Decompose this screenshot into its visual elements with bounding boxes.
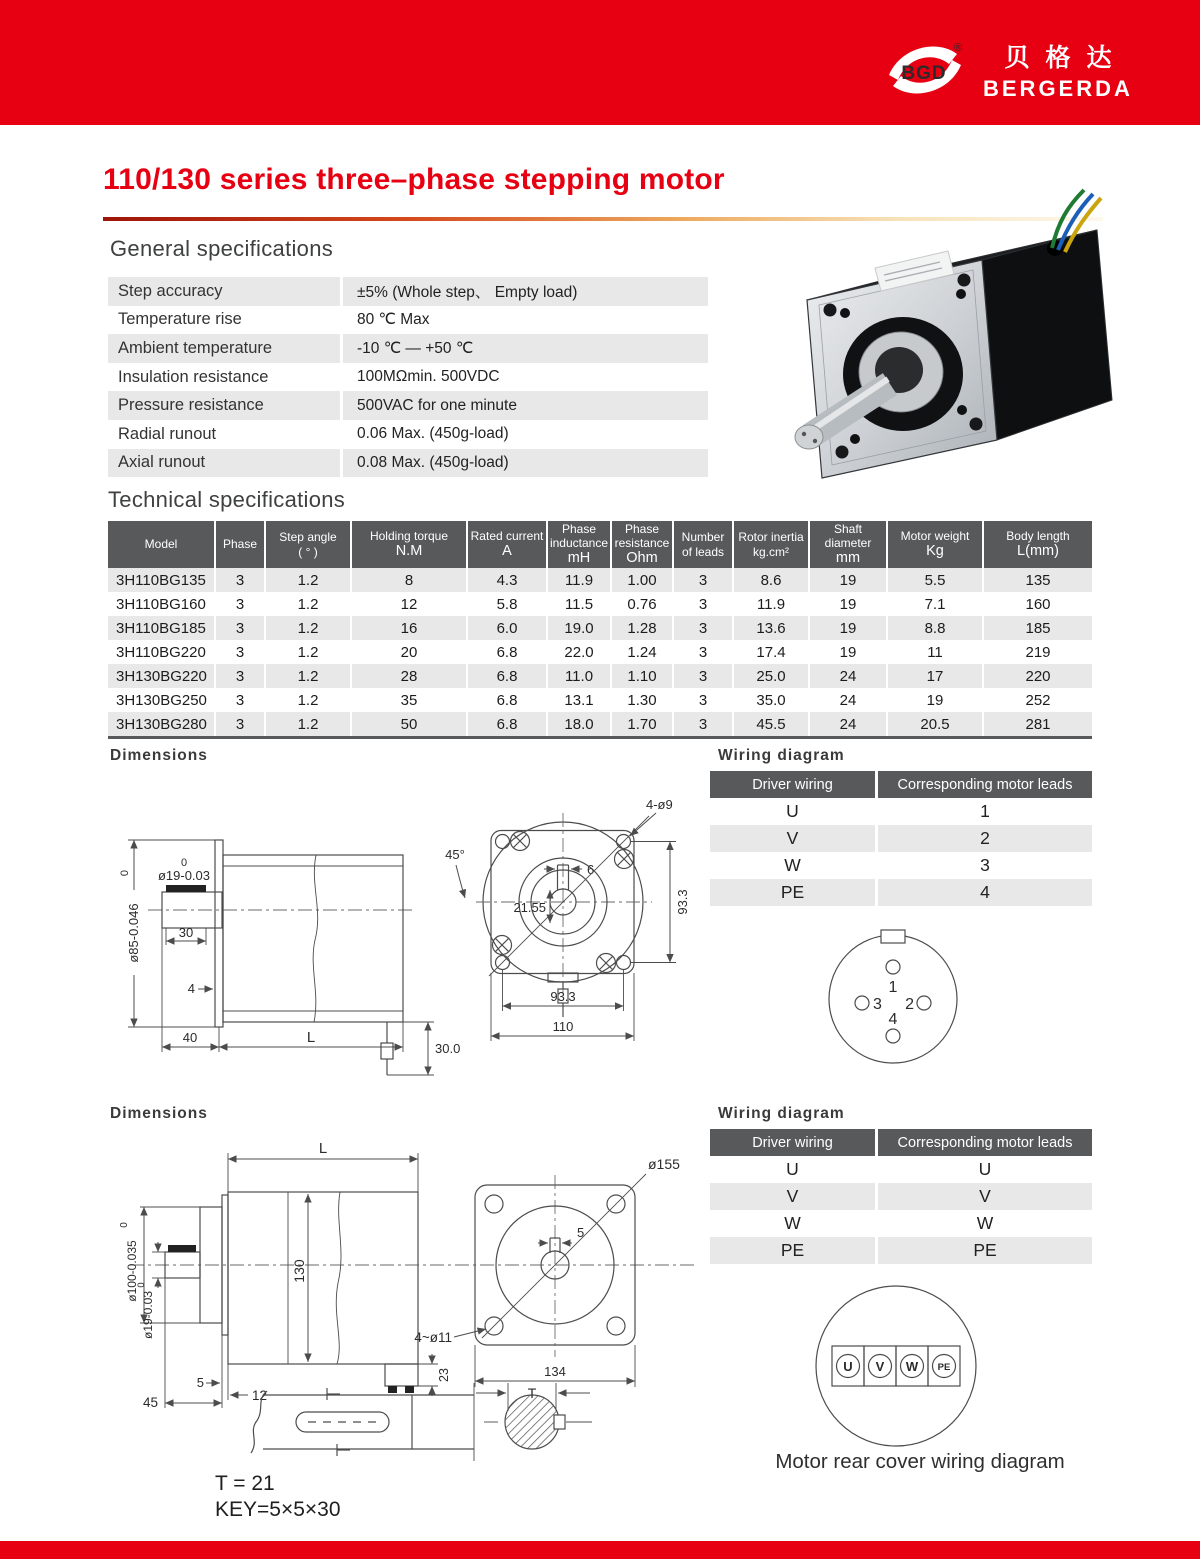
side-view-1 <box>119 840 460 1075</box>
tech-spec-cell: 5.5 <box>888 568 984 592</box>
tech-spec-cell: 281 <box>1025 715 1051 733</box>
tech-col-header-line: Kg <box>926 543 944 560</box>
tech-spec-cell: 19 <box>810 640 888 664</box>
tech-spec-cell: 3H110BG160 <box>108 592 216 616</box>
tech-col-header-line: Phase <box>624 521 660 536</box>
tech-spec-cell: 19 <box>810 616 888 640</box>
wiring-cell: 3 <box>980 855 990 875</box>
header-bar <box>0 0 1200 125</box>
general-spec-label: Pressure resistance <box>108 391 343 420</box>
technical-specs-header-row <box>108 521 1092 568</box>
tech-spec-cell: 3H130BG250 <box>108 688 216 712</box>
dim-key-d: 21.55 <box>513 900 546 915</box>
pin-1 <box>886 960 900 974</box>
tech-spec-row <box>108 664 1092 688</box>
dim2-body-len: L <box>318 1140 328 1157</box>
general-spec-label: Step accuracy <box>108 277 343 306</box>
pin-2-label: 2 <box>905 996 914 1013</box>
terminal-w: W <box>905 1359 919 1374</box>
tech-spec-cell: 18.0 <box>548 712 612 736</box>
tech-spec-cell: 1.2 <box>266 568 352 592</box>
tech-spec-cell: 13.6 <box>734 616 810 640</box>
tech-spec-cell: 25.0 <box>734 664 810 688</box>
wiring-cell: W <box>710 1210 878 1237</box>
tech-spec-cell: 6.8 <box>468 712 548 736</box>
general-spec-value: 80 ℃ Max <box>357 311 430 329</box>
tech-spec-cell: 35.0 <box>734 688 810 712</box>
tech-spec-cell: 3 <box>674 640 734 664</box>
general-specs-heading: General specifications <box>110 236 334 261</box>
tech-spec-cell: 0.76 <box>612 592 674 616</box>
terminal-v: V <box>875 1359 885 1374</box>
tech-spec-cell: 11.0 <box>548 664 612 688</box>
tech-col-header-line: Number <box>681 530 725 545</box>
tech-spec-cell: 6.0 <box>468 616 548 640</box>
tech-spec-cell: 20 <box>352 640 468 664</box>
general-spec-label: Ambient temperature <box>108 334 343 363</box>
general-spec-row <box>108 363 708 392</box>
wiring-cell: PE <box>710 1237 878 1264</box>
general-spec-row <box>108 334 708 363</box>
tech-spec-cell: 11.9 <box>734 592 810 616</box>
tech-col-header <box>266 521 352 568</box>
tech-spec-cell: 17 <box>888 664 984 688</box>
tech-col-header-line: Rated current <box>470 528 544 543</box>
tech-spec-cell: 1.2 <box>266 688 352 712</box>
pin-2 <box>917 996 931 1010</box>
tech-spec-cell: 6.8 <box>468 688 548 712</box>
tech-spec-cell: 219 <box>1025 643 1051 661</box>
tech-col-header <box>674 521 734 568</box>
rear-cover-diagram <box>812 1282 980 1450</box>
tech-col-header-line: Ohm <box>626 550 658 567</box>
tech-col-header-line: inductance <box>549 535 609 550</box>
wiring-table-header-row <box>710 771 1092 798</box>
tech-spec-cell: 3H110BG220 <box>108 640 216 664</box>
tech-spec-cell: 19.0 <box>548 616 612 640</box>
dim2-box-h: 23 <box>437 1368 451 1382</box>
dimensions-heading-1: Dimensions <box>110 747 208 764</box>
dim-key-w: 6 <box>587 862 595 877</box>
tech-spec-cell: 6.8 <box>468 664 548 688</box>
wiring-cell: W <box>976 1213 994 1233</box>
general-spec-row <box>108 391 708 420</box>
tech-col-header-line: mm <box>835 550 861 567</box>
terminal-pe: PE <box>937 1362 951 1373</box>
tech-col-header-line: Shaft diameter <box>824 521 872 550</box>
dimensions-drawing-1 <box>100 745 710 1080</box>
logo-text: BGD <box>901 63 947 84</box>
dim2-shaft-dia: ø19-0.03 <box>141 1290 155 1340</box>
general-spec-value: -10 ℃ — +50 ℃ <box>357 339 474 357</box>
wiring-col-header: Driver wiring <box>710 1129 878 1156</box>
terminal-u: U <box>843 1359 853 1374</box>
wiring-col-header: Corresponding motor leads <box>897 776 1073 793</box>
tech-spec-row <box>108 712 1092 736</box>
key-note-key: KEY=5×5×30 <box>215 1498 341 1521</box>
tech-spec-cell: 3 <box>674 664 734 688</box>
connector-pin-diagram <box>818 924 968 1074</box>
tech-col-header-line: Model <box>144 537 178 552</box>
general-spec-row <box>108 277 708 306</box>
wiring-cell: W <box>710 852 878 879</box>
tech-spec-row <box>108 592 1092 616</box>
dim-angle: 45° <box>445 847 465 862</box>
general-spec-row <box>108 420 708 449</box>
tech-spec-cell: 3 <box>216 664 266 688</box>
general-specs-table <box>108 277 708 477</box>
tech-col-header-line: L(mm) <box>1017 543 1059 560</box>
wiring-row <box>710 1210 1092 1237</box>
dim2-flange-thk: 5 <box>196 1375 204 1390</box>
general-spec-value: 0.08 Max. (450g-load) <box>357 453 509 471</box>
tech-col-header-line: of leads <box>681 544 725 559</box>
tech-spec-cell: 1.28 <box>612 616 674 640</box>
tech-col-header <box>352 521 468 568</box>
tech-spec-row <box>108 616 1092 640</box>
wiring-row <box>710 1237 1092 1264</box>
dim-shaft-tol: 0 <box>180 857 188 869</box>
tech-spec-cell: 1.2 <box>266 640 352 664</box>
tech-spec-cell: 45.5 <box>734 712 810 736</box>
dim2-flange-w: 134 <box>544 1364 566 1379</box>
general-spec-value: 0.06 Max. (450g-load) <box>357 425 509 443</box>
dim-flange-w: 110 <box>552 1019 574 1034</box>
dim-flange-thk: 4 <box>187 981 195 996</box>
wiring-cell: U <box>978 1159 992 1179</box>
tech-spec-cell: 11.9 <box>548 568 612 592</box>
dim-pilot-tol: 0 <box>119 869 131 877</box>
wiring-cell: U <box>710 798 878 825</box>
dim-bolt-h: 93.3 <box>550 989 576 1004</box>
tech-col-header <box>888 521 984 568</box>
tech-spec-cell: 3H110BG185 <box>108 616 216 640</box>
tech-col-header <box>810 521 888 568</box>
wiring-cell: PE <box>973 1240 997 1260</box>
tech-spec-row <box>108 640 1092 664</box>
general-spec-row <box>108 449 708 478</box>
pin-4-label: 4 <box>888 1011 898 1028</box>
tech-spec-cell: 3 <box>216 616 266 640</box>
wiring-row <box>710 825 1092 852</box>
tech-spec-cell: 1.70 <box>612 712 674 736</box>
tech-col-header-line: Phase <box>222 537 258 552</box>
tech-spec-cell: 3 <box>216 592 266 616</box>
tech-spec-cell: 3 <box>216 640 266 664</box>
tech-spec-cell: 3H130BG280 <box>108 712 216 736</box>
tech-spec-cell: 6.8 <box>468 640 548 664</box>
tech-col-header-line: mH <box>567 550 591 567</box>
dim2-shaft-tol: 0 <box>136 1282 147 1288</box>
tech-spec-cell: 12 <box>352 592 468 616</box>
pin-1-label: 1 <box>888 979 898 996</box>
tech-col-header <box>734 521 810 568</box>
tech-spec-cell: 3 <box>674 568 734 592</box>
front-view-1 <box>445 797 690 1041</box>
tech-spec-cell: 160 <box>1025 595 1051 613</box>
tech-spec-row <box>108 568 1092 592</box>
tech-col-header-line: Holding torque <box>369 528 449 543</box>
tech-spec-cell: 1.2 <box>266 664 352 688</box>
side-view-2 <box>119 1140 696 1410</box>
dim-key-len: 30 <box>178 925 194 940</box>
tech-spec-cell: 11 <box>888 640 984 664</box>
wiring-table-1 <box>710 771 1092 906</box>
tech-spec-cell: 19 <box>810 568 888 592</box>
key-drawing <box>251 1383 592 1461</box>
tech-col-header-line: ( ° ) <box>298 544 318 559</box>
wiring-cell: 4 <box>980 882 990 902</box>
tech-spec-cell: 3 <box>674 592 734 616</box>
tech-col-header-line: Motor weight <box>900 528 970 543</box>
tech-spec-cell: 7.1 <box>888 592 984 616</box>
wiring-cell: 2 <box>980 828 990 848</box>
page-title: 110/130 series three–phase stepping motor <box>103 163 725 196</box>
dim2-pilot-dia: ø100-0.035 <box>125 1240 139 1302</box>
tech-spec-cell: 1.10 <box>612 664 674 688</box>
general-spec-label: Axial runout <box>108 449 343 478</box>
pin-3 <box>855 996 869 1010</box>
dim-shaft-dia: ø19-0.03 <box>157 868 211 883</box>
tech-spec-cell: 20.5 <box>888 712 984 736</box>
tech-spec-cell: 11.5 <box>548 592 612 616</box>
tech-col-header <box>108 521 216 568</box>
wiring-row <box>710 798 1092 825</box>
tech-spec-cell: 4.3 <box>468 568 548 592</box>
wiring-cell: V <box>710 825 878 852</box>
tech-spec-cell: 3 <box>216 688 266 712</box>
front-view-2 <box>414 1156 680 1387</box>
tech-spec-cell: 8.6 <box>734 568 810 592</box>
wiring-cell: V <box>979 1186 991 1206</box>
dim2-shaft-len: 45 <box>142 1395 158 1410</box>
dim2-section-t: T <box>527 1385 537 1401</box>
tech-spec-cell: 1.00 <box>612 568 674 592</box>
tech-col-header-line: Step angle <box>279 530 337 545</box>
tech-spec-cell: 1.2 <box>266 616 352 640</box>
wiring-table-header-row <box>710 1129 1092 1156</box>
tech-col-header <box>984 521 1092 568</box>
wiring-cell: U <box>710 1156 878 1183</box>
tech-spec-cell: 1.24 <box>612 640 674 664</box>
wiring-col-header: Corresponding motor leads <box>897 1134 1073 1151</box>
tech-spec-cell: 8.8 <box>888 616 984 640</box>
tech-spec-cell: 3H110BG135 <box>108 568 216 592</box>
general-spec-label: Insulation resistance <box>108 363 343 392</box>
pin-4 <box>886 1029 900 1043</box>
dim-body-len: L <box>306 1029 316 1046</box>
tech-col-header-line: resistance <box>614 535 670 550</box>
dimensions-drawing-2 <box>100 1095 710 1470</box>
brand-name-en: BERGERDA <box>983 76 1133 101</box>
tech-spec-cell: 220 <box>1025 667 1051 685</box>
dim-shaft-len: 40 <box>182 1030 198 1045</box>
wiring-heading-2: Wiring diagram <box>718 1105 845 1122</box>
dimensions-heading-2: Dimensions <box>110 1105 208 1122</box>
general-spec-value: 500VAC for one minute <box>357 396 517 414</box>
rear-cover-caption: Motor rear cover wiring diagram <box>775 1450 1065 1473</box>
tech-col-header-line: A <box>502 543 512 560</box>
tech-spec-cell: 1.30 <box>612 688 674 712</box>
tech-spec-cell: 24 <box>810 712 888 736</box>
wiring-row <box>710 1183 1092 1210</box>
brand-logo <box>885 38 1133 102</box>
footer-bar <box>0 1541 1200 1559</box>
dim2-key-w: 5 <box>577 1225 585 1240</box>
general-spec-row <box>108 306 708 335</box>
dim2-pilot-tol: 0 <box>119 1222 130 1228</box>
motor-side-face <box>982 230 1112 440</box>
pin-3-label: 3 <box>873 996 882 1013</box>
dim-pilot-dia: ø85-0.046 <box>126 903 141 963</box>
tech-spec-cell: 1.2 <box>266 712 352 736</box>
general-spec-label: Temperature rise <box>108 306 343 335</box>
tech-spec-cell: 135 <box>1025 571 1051 589</box>
dim-bolt-v: 93.3 <box>675 889 690 915</box>
dim2-body-h: 130 <box>291 1259 307 1283</box>
tech-col-header <box>216 521 266 568</box>
tech-spec-cell: 24 <box>810 688 888 712</box>
tech-col-header-line: N.M <box>395 543 423 560</box>
tech-spec-cell: 3 <box>674 616 734 640</box>
technical-specs-table <box>108 521 1092 739</box>
tech-spec-cell: 13.1 <box>548 688 612 712</box>
wiring-row <box>710 852 1092 879</box>
tech-spec-cell: 50 <box>352 712 468 736</box>
wiring-cell: 1 <box>980 801 990 821</box>
key-note-t: T = 21 <box>215 1472 275 1495</box>
dim2-pilot-len: 12 <box>252 1388 268 1403</box>
wiring-table-2 <box>710 1129 1092 1264</box>
tech-spec-cell: 3H130BG220 <box>108 664 216 688</box>
tech-col-header <box>612 521 674 568</box>
tech-spec-cell: 19 <box>810 592 888 616</box>
tech-col-header <box>548 521 612 568</box>
brand-names <box>983 38 1133 102</box>
tech-spec-cell: 3 <box>216 712 266 736</box>
tech-spec-cell: 22.0 <box>548 640 612 664</box>
tech-col-header-line: Phase <box>561 521 597 536</box>
registered-mark: ® <box>953 42 963 54</box>
general-spec-value: 100MΩmin. 500VDC <box>357 368 500 386</box>
technical-specs-heading: Technical specifications <box>108 487 346 512</box>
tech-spec-cell: 1.2 <box>266 592 352 616</box>
general-spec-label: Radial runout <box>108 420 343 449</box>
wiring-heading-1: Wiring diagram <box>718 747 845 764</box>
tech-spec-cell: 28 <box>352 664 468 688</box>
wiring-row <box>710 879 1092 906</box>
wiring-cell: PE <box>710 879 878 906</box>
dim2-holes: 4~ø11 <box>414 1330 452 1345</box>
tech-spec-cell: 35 <box>352 688 468 712</box>
wiring-cell: V <box>710 1183 878 1210</box>
wiring-col-header: Driver wiring <box>710 771 878 798</box>
motor-photo <box>752 188 1167 503</box>
tech-spec-row <box>108 688 1092 712</box>
bgd-logo-icon <box>885 38 965 102</box>
connector-notch <box>881 930 905 943</box>
tech-spec-cell: 5.8 <box>468 592 548 616</box>
tech-col-header-line: kg.cm² <box>753 544 789 559</box>
dim2-circle-dia: ø155 <box>648 1156 680 1172</box>
tech-spec-cell: 3 <box>674 712 734 736</box>
tech-spec-cell: 19 <box>888 688 984 712</box>
tech-col-header <box>468 521 548 568</box>
technical-specs-body <box>108 568 1092 736</box>
tech-spec-cell: 8 <box>352 568 468 592</box>
tech-spec-cell: 185 <box>1025 619 1051 637</box>
tech-spec-cell: 17.4 <box>734 640 810 664</box>
tech-col-header-line: Body length <box>1006 528 1070 543</box>
dim-lead-len: 30.0 <box>435 1041 461 1056</box>
dim-holes: 4-ø9 <box>646 797 673 812</box>
tech-col-header-line: Rotor inertia <box>738 530 804 545</box>
wiring-row <box>710 1156 1092 1183</box>
tech-spec-cell: 3 <box>674 688 734 712</box>
tech-spec-cell: 3 <box>216 568 266 592</box>
tech-spec-cell: 252 <box>1025 691 1051 709</box>
brand-name-zh: 贝格达 <box>1004 44 1128 72</box>
tech-spec-cell: 24 <box>810 664 888 688</box>
general-spec-value: ±5% (Whole step、 Empty load) <box>357 284 578 302</box>
tech-spec-cell: 16 <box>352 616 468 640</box>
